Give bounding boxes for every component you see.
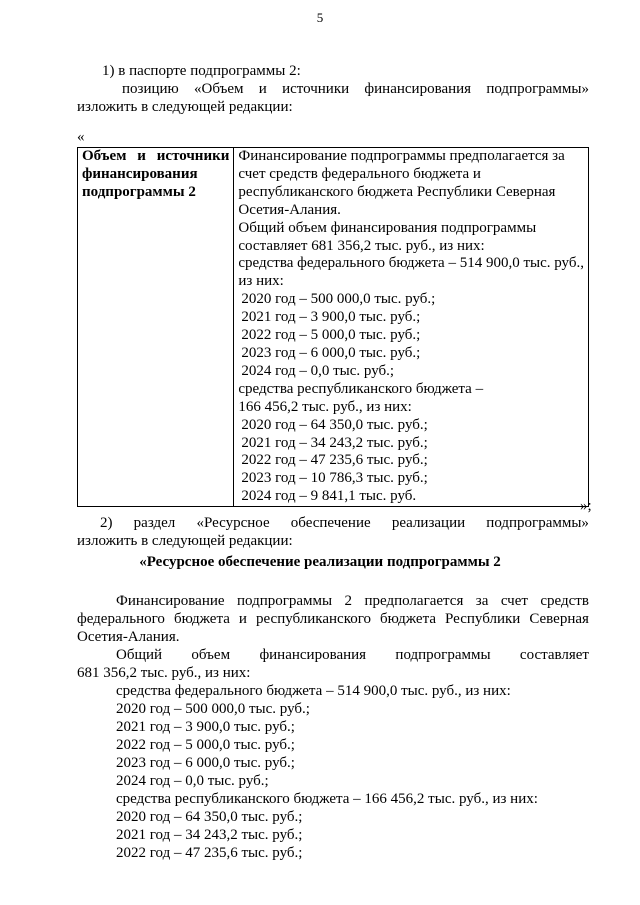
word: «Ресурсное <box>196 515 270 531</box>
word: бюджета <box>173 611 230 627</box>
word: финансирования <box>364 81 472 97</box>
label-line3: подпрограммы 2 <box>82 183 196 200</box>
table-label-cell <box>78 148 234 507</box>
word: предполагается <box>364 593 464 609</box>
value-line: счет средств федерального бюджета и <box>238 165 481 182</box>
passport-table <box>77 147 589 507</box>
body-line: 2023 год – 6 000,0 тыс. руб.; <box>116 755 295 771</box>
label-line2: финансирования <box>82 165 198 182</box>
value-line: 166 456,2 тыс. руб., из них: <box>238 398 412 415</box>
body-line: средства федерального бюджета – 514 900,0 тыс. руб., из них: <box>116 683 511 699</box>
word: «Объем <box>194 81 244 97</box>
word: средств <box>540 593 589 609</box>
body-p1-line3: Осетия-Алания. <box>77 629 180 645</box>
section-title: «Ресурсное обеспечение реализации подпрограммы 2 <box>139 554 501 570</box>
body-line: 2022 год – 5 000,0 тыс. руб.; <box>116 737 295 753</box>
word: раздел <box>133 515 176 531</box>
word: позицию <box>122 81 179 97</box>
word: федерального <box>77 611 165 627</box>
word: Финансирование <box>116 593 225 609</box>
word: бюджета <box>380 611 436 627</box>
word: подпрограммы» <box>486 515 589 531</box>
value-line: 2021 год – 34 243,2 тыс. руб.; <box>241 434 428 451</box>
value-line: средства республиканского бюджета – <box>238 380 484 397</box>
body-line: 2020 год – 500 000,0 тыс. руб.; <box>116 701 310 717</box>
word: Общий <box>116 647 163 663</box>
word: реализации <box>391 515 466 531</box>
value-line: 2023 год – 10 786,3 тыс. руб.; <box>241 470 428 487</box>
word: счет <box>500 593 528 609</box>
value-line: из них: <box>238 273 284 290</box>
table-row <box>78 148 589 507</box>
word: и <box>137 148 146 164</box>
body-line: 2024 год – 0,0 тыс. руб.; <box>116 773 269 789</box>
word: подпрограммы» <box>486 81 589 97</box>
word: и <box>258 81 267 97</box>
word: республиканского <box>256 611 371 627</box>
page-number: 5 <box>316 10 324 25</box>
value-line: 2022 год – 47 235,6 тыс. руб.; <box>241 452 428 469</box>
body-line: средства республиканского бюджета – 166 456,2 тыс. руб., из них: <box>116 791 538 807</box>
value-line: 2021 год – 3 900,0 тыс. руб.; <box>241 309 421 326</box>
word: Объем <box>82 148 127 164</box>
label-line1 <box>82 148 229 166</box>
body-line: 2022 год – 47 235,6 тыс. руб.; <box>116 845 303 861</box>
value-line: 2022 год – 5 000,0 тыс. руб.; <box>241 327 421 344</box>
word: подпрограммы <box>236 593 333 609</box>
value-line: Финансирование подпрограммы предполагается за <box>238 148 565 164</box>
value-line: 2024 год – 9 841,1 тыс. руб. <box>241 488 417 505</box>
value-line: республиканского бюджета Республики Северная <box>238 183 556 200</box>
word: обеспечение <box>290 515 371 531</box>
word: 2) <box>100 515 113 531</box>
body-p1-line1 <box>116 592 589 610</box>
word: объем <box>191 647 231 663</box>
word: финансирования <box>259 647 367 663</box>
value-line: Общий объем финансирования подпрограммы <box>238 219 537 236</box>
word: и <box>238 611 247 627</box>
word: составляет <box>519 647 589 663</box>
item1-line2 <box>122 80 589 98</box>
word: источники <box>282 81 350 97</box>
item1-line1: 1) в паспорте подпрограммы 2: <box>102 63 301 79</box>
value-line: 2023 год – 6 000,0 тыс. руб.; <box>241 344 421 361</box>
item2-line1 <box>100 514 589 532</box>
table-value-cell <box>234 148 589 507</box>
item2-line2: изложить в следующей редакции: <box>77 533 293 549</box>
close-quote: »; <box>580 498 592 514</box>
body-line: 2021 год – 3 900,0 тыс. руб.; <box>116 719 295 735</box>
value-line: 2020 год – 64 350,0 тыс. руб.; <box>241 416 428 433</box>
word: подпрограммы <box>395 647 491 663</box>
body-line: 2020 год – 64 350,0 тыс. руб.; <box>116 809 303 825</box>
value-line: Осетия-Алания. <box>238 201 341 218</box>
word: Республики <box>445 611 521 627</box>
value-line: средства федерального бюджета – 514 900,0 тыс. руб., <box>238 255 584 272</box>
value-line: 2020 год – 500 000,0 тыс. руб.; <box>241 291 436 308</box>
value-line: 2024 год – 0,0 тыс. руб.; <box>241 362 395 379</box>
item1-line3: изложить в следующей редакции: <box>77 99 293 115</box>
body-p2-line1 <box>116 646 589 664</box>
word: источники <box>156 148 230 164</box>
body-line: 2021 год – 34 243,2 тыс. руб.; <box>116 827 303 843</box>
word: Северная <box>529 611 589 627</box>
word: 2 <box>344 593 353 609</box>
body-p1-line2 <box>77 610 589 628</box>
value-line: составляет 681 356,2 тыс. руб., из них: <box>238 237 485 254</box>
body-p2-line2: 681 356,2 тыс. руб., из них: <box>77 665 251 681</box>
word: за <box>475 593 489 609</box>
open-quote: « <box>77 129 85 145</box>
